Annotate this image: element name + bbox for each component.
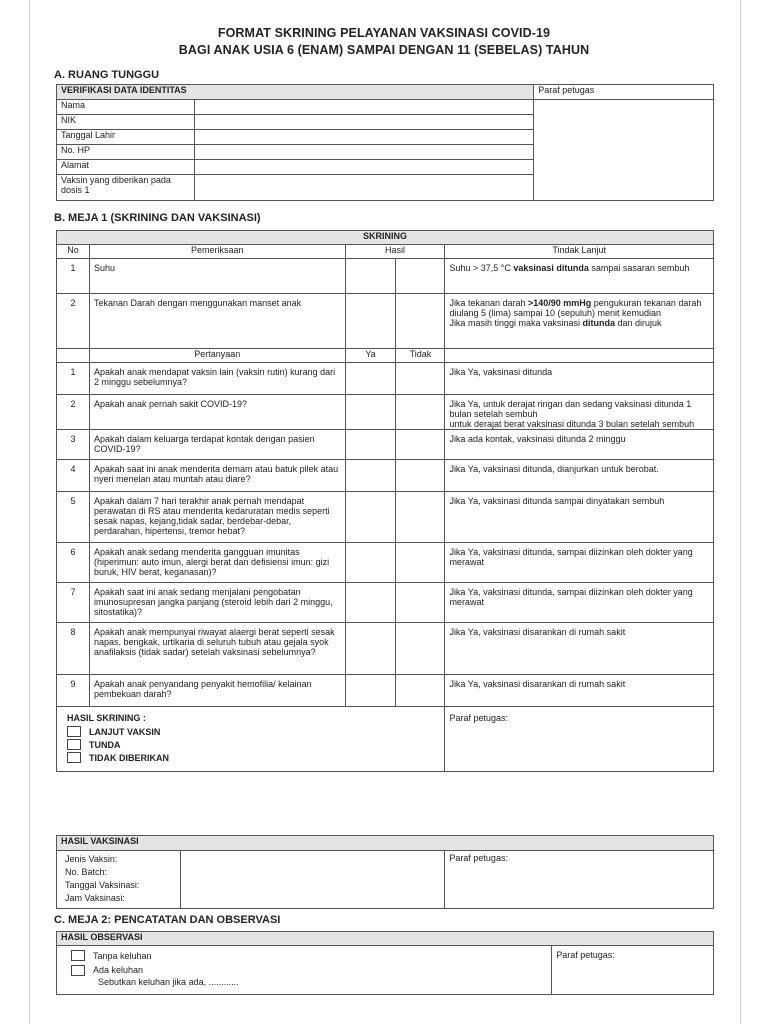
question-action (445, 492, 714, 543)
observasi-options (57, 946, 552, 995)
question-action (445, 623, 714, 675)
check-hasil-cell[interactable] (396, 259, 445, 294)
answer-tidak-cell[interactable] (396, 460, 445, 492)
action-text: Jika Ya, vaksinasi ditunda, sampai diizinkan oleh dokter yang merawat (449, 587, 693, 607)
col-hasil: Hasil (345, 245, 445, 259)
action-text: Jika Ya, vaksinasi disarankan di rumah sakit (449, 627, 626, 637)
question-text: Apakah anak mendapat vaksin lain (vaksin rutin) kurang dari 2 minggu sebelumnya? (89, 363, 345, 395)
checkbox-tidak-diberikan[interactable] (67, 752, 81, 763)
field-label-alamat: Alamat (57, 160, 195, 175)
question-no: 1 (57, 363, 90, 395)
question-no: 2 (57, 395, 90, 430)
action-text: Jika masih tinggi maka vaksinasi (449, 318, 583, 328)
field-label-nama: Nama (57, 100, 195, 115)
field-input-tanggal-lahir[interactable] (194, 130, 533, 145)
field-input-nik[interactable] (194, 115, 533, 130)
question-action (445, 363, 714, 395)
question-text: Apakah dalam keluarga terdapat kontak dengan pasien COVID-19? (89, 430, 345, 460)
answer-tidak-cell[interactable] (396, 395, 445, 430)
action-text: Jika Ya, vaksinasi ditunda, sampai diizinkan oleh dokter yang merawat (449, 547, 693, 567)
action-bold: >140/90 mmHg (528, 298, 592, 308)
question-text: Apakah anak pernah sakit COVID-19? (89, 395, 345, 430)
vaksinasi-paraf[interactable]: Paraf petugas: (445, 851, 714, 909)
section-b-heading: B. MEJA 1 (SKRINING DAN VAKSINASI) (54, 212, 261, 224)
checkbox-lanjut-vaksin[interactable] (67, 726, 81, 737)
action-text: dan dirujuk (615, 318, 662, 328)
skrining-title: SKRINING (57, 231, 714, 245)
question-row (57, 363, 714, 395)
hasil-vaksinasi-table (56, 835, 714, 909)
answer-ya-cell[interactable] (345, 543, 396, 583)
question-text: Apakah saat ini anak menderita demam atau batuk pilek atau nyeri menelan atau muntah atau diare? (89, 460, 345, 492)
question-row (57, 460, 714, 492)
question-no: 8 (57, 623, 90, 675)
field-label-tanggal-vaksinasi: Tanggal Vaksinasi: (65, 880, 140, 890)
option-tanpa-keluhan: Tanpa keluhan (93, 950, 152, 961)
section-c-heading: C. MEJA 2: PENCATATAN DAN OBSERVASI (54, 914, 281, 926)
field-label-no-hp: No. HP (57, 145, 195, 160)
keluhan-note: Sebutkan keluhan jika ada, ............ (98, 977, 239, 988)
check-hasil-cell[interactable] (396, 294, 445, 349)
question-text: Apakah saat ini anak sedang menjalani pengobatan imunosupresan jangka panjang (steroid lebih dari 2 minggu, sitostatika)? (89, 583, 345, 623)
question-row (57, 543, 714, 583)
form-title-line2: BAGI ANAK USIA 6 (ENAM) SAMPAI DENGAN 11 (SEBELAS) TAHUN (178, 43, 590, 57)
question-text: Apakah anak mempunyai riwayat alaergi berat seperti sesak napas, bengkak, urtikaria di seluruh tubuh atau gejala syok anafilaksis (tidak sadar) setelah vaksinasi sebelumnya? (89, 623, 345, 675)
question-text: Apakah anak penyandang penyakit hemofilia/ kelainan pembekuan darah? (89, 675, 345, 707)
action-text: Jika Ya, vaksinasi ditunda sampai dinyatakan sembuh (449, 496, 665, 506)
answer-ya-cell[interactable] (345, 583, 396, 623)
action-text: Jika tekanan darah (449, 298, 528, 308)
check-hasil-cell[interactable] (345, 294, 396, 349)
question-action (445, 583, 714, 623)
question-text: Apakah dalam 7 hari terakhir anak pernah mendapat perawatan di RS atau menderita kedaruratan medis seperti sesak napas, kejang,tidak sadar, berdebar-debar, perdarahan, hipertensi, tremor hebat? (89, 492, 345, 543)
answer-tidak-cell[interactable] (396, 543, 445, 583)
identity-header: VERIFIKASI DATA IDENTITAS (57, 85, 534, 100)
action-text: pengukuran tekanan darah diulang 5 (lima) sampai 10 (sepuluh) menit kemudian (449, 298, 702, 318)
answer-ya-cell[interactable] (345, 460, 396, 492)
question-no: 5 (57, 492, 90, 543)
answer-ya-cell[interactable] (345, 430, 396, 460)
answer-tidak-cell[interactable] (396, 363, 445, 395)
question-text: Apakah anak sedang menderita gangguan imunitas (hiperimun: auto imun, alergi berat dan defisiensi imun: gizi buruk, HIV berat, keganasan)? (89, 543, 345, 583)
question-row (57, 675, 714, 707)
observasi-table (56, 931, 714, 995)
action-text: sampai sasaran sembuh (588, 263, 690, 273)
field-label-tanggal-lahir: Tanggal Lahir (57, 130, 195, 145)
answer-tidak-cell[interactable] (396, 623, 445, 675)
question-row (57, 623, 714, 675)
q-header-blank (445, 349, 714, 363)
question-action (445, 460, 714, 492)
question-row (57, 395, 714, 430)
col-tindak-lanjut: Tindak Lanjut (445, 245, 714, 259)
answer-ya-cell[interactable] (345, 395, 396, 430)
question-no: 4 (57, 460, 90, 492)
checkbox-ada-keluhan[interactable] (71, 965, 85, 976)
field-input-no-hp[interactable] (194, 145, 533, 160)
field-input-alamat[interactable] (194, 160, 533, 175)
field-label-jam-vaksinasi: Jam Vaksinasi: (65, 893, 125, 903)
action-text: Jika Ya, vaksinasi ditunda (449, 367, 553, 377)
question-action (445, 543, 714, 583)
col-pemeriksaan: Pemeriksaan (89, 245, 345, 259)
col-ya: Ya (345, 349, 396, 363)
question-no: 9 (57, 675, 90, 707)
answer-ya-cell[interactable] (345, 363, 396, 395)
question-row (57, 492, 714, 543)
question-no: 3 (57, 430, 90, 460)
hasil-skrining-cell (57, 707, 445, 772)
col-no: No (57, 245, 90, 259)
col-tidak: Tidak (396, 349, 445, 363)
check-hasil-cell[interactable] (345, 259, 396, 294)
answer-tidak-cell[interactable] (396, 675, 445, 707)
check-action (445, 259, 714, 294)
answer-tidak-cell[interactable] (396, 430, 445, 460)
hasil-vaksinasi-header: HASIL VAKSINASI (57, 836, 714, 851)
section-a-heading: A. RUANG TUNGGU (54, 69, 160, 81)
check-item: Tekanan Darah dengan menggunakan manset anak (89, 294, 345, 349)
question-action (445, 675, 714, 707)
question-action (445, 430, 714, 460)
action-text-2: untuk derajat berat vaksinasi ditunda 3 bulan setelah sembuh (449, 419, 695, 429)
check-no: 2 (57, 294, 90, 349)
hasil-skrining-label: HASIL SKRINING : (67, 713, 146, 723)
field-label-jenis-vaksin: Jenis Vaksin: (65, 854, 118, 864)
form-title-line1: FORMAT SKRINING PELAYANAN VAKSINASI COVID-19 (217, 26, 551, 40)
option-ada-keluhan: Ada keluhan (93, 965, 144, 976)
checkbox-tanpa-keluhan[interactable] (71, 950, 85, 961)
action-text: Suhu > 37,5 °C (449, 263, 514, 273)
question-action (445, 395, 714, 430)
action-text: Jika ada kontak, vaksinasi ditunda 2 minggu (449, 434, 626, 444)
identity-paraf-box[interactable] (534, 100, 714, 201)
answer-tidak-cell[interactable] (396, 583, 445, 623)
observasi-header: HASIL OBSERVASI (57, 932, 714, 946)
option-tidak-diberikan: TIDAK DIBERIKAN (89, 752, 169, 763)
question-row (57, 430, 714, 460)
answer-ya-cell[interactable] (345, 675, 396, 707)
field-label-vaksin-dosis1: Vaksin yang diberikan pada dosis 1 (57, 175, 195, 201)
skrining-paraf[interactable]: Paraf petugas: (445, 707, 714, 772)
field-input-nama[interactable] (194, 100, 533, 115)
vaksinasi-fields (57, 851, 181, 909)
vaksinasi-input-area[interactable] (180, 851, 445, 909)
check-action (445, 294, 714, 349)
question-row (57, 583, 714, 623)
option-tunda: TUNDA (89, 739, 121, 750)
field-label-no-batch: No. Batch: (65, 867, 108, 877)
checkbox-tunda[interactable] (67, 739, 81, 750)
action-bold: ditunda (582, 318, 615, 328)
option-lanjut-vaksin: LANJUT VAKSIN (89, 726, 161, 737)
answer-ya-cell[interactable] (345, 623, 396, 675)
answer-ya-cell[interactable] (345, 492, 396, 543)
check-no: 1 (57, 259, 90, 294)
field-input-vaksin-dosis1[interactable] (194, 175, 533, 201)
question-no: 7 (57, 583, 90, 623)
field-label-nik: NIK (57, 115, 195, 130)
q-header-blank (57, 349, 90, 363)
check-item: Suhu (89, 259, 345, 294)
observasi-paraf[interactable]: Paraf petugas: (552, 946, 714, 995)
answer-tidak-cell[interactable] (396, 492, 445, 543)
screening-table (56, 230, 714, 772)
question-no: 6 (57, 543, 90, 583)
action-text: Jika Ya, untuk derajat ringan dan sedang vaksinasi ditunda 1 bulan setelah sembuh (449, 399, 692, 419)
identity-paraf-label: Paraf petugas (534, 85, 714, 100)
col-pertanyaan: Pertanyaan (89, 349, 345, 363)
identity-table (56, 84, 714, 201)
action-text: Jika Ya, vaksinasi ditunda, dianjurkan untuk berobat. (449, 464, 659, 474)
action-bold: vaksinasi ditunda (513, 263, 589, 273)
action-text: Jika Ya, vaksinasi disarankan di rumah sakit (449, 679, 626, 689)
